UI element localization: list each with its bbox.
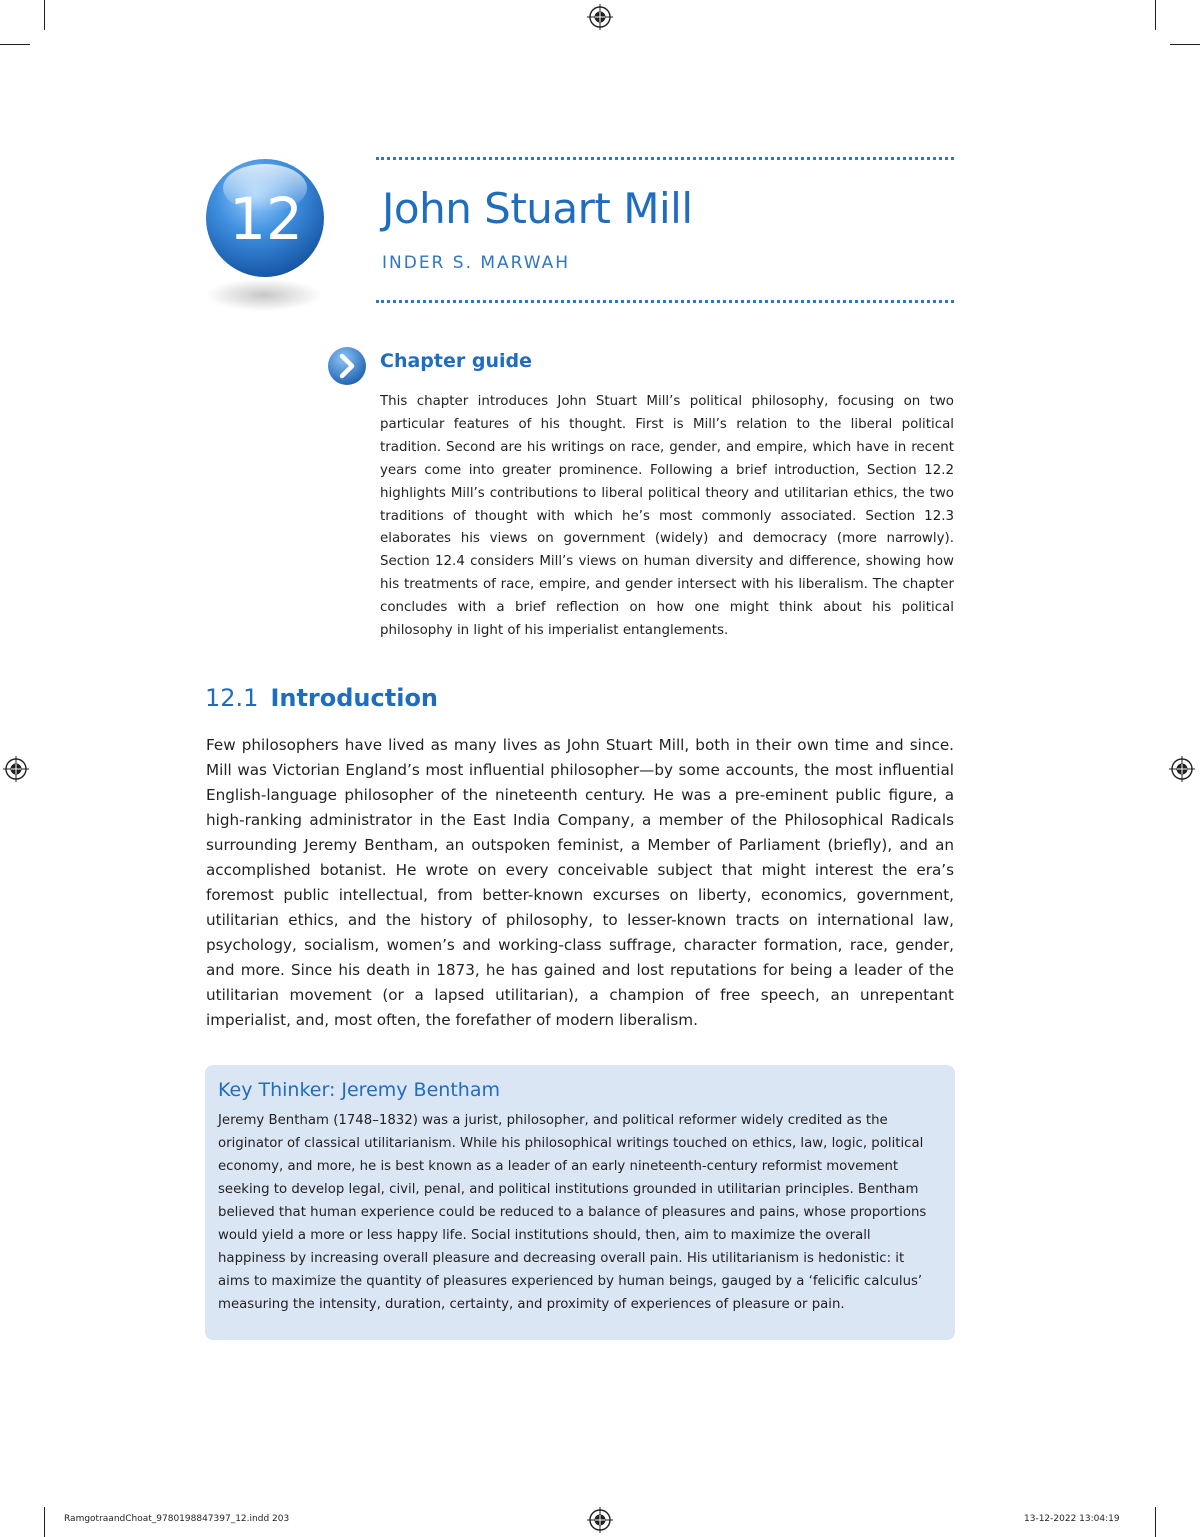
registration-mark-icon: [1169, 756, 1195, 782]
section-title: Introduction: [270, 684, 439, 712]
key-thinker-text: Jeremy Bentham (1748–1832) was a jurist, philosopher, and political reformer widely credited as the originator of classical utilitarianism. While his philosophical writings touched on ethics, law, logic, political economy, and more, he is best known as a leader of an early nineteenth-century reformist movement seeking to develop legal, civil, penal, and political institutions grounded in utilitarian principles. Bentham believed that human experience could be reduced to a balance of pleasures and pains, whose proportions would yield a more or less happy life. Social institutions should, then, aim to maximize the overall happiness by increasing overall pleasure and decreasing overall pain. His utilitarianism is hedonistic: it aims to maximize the quantity of pleasures experienced by human beings, gauged by a ‘felicific calculus’ measuring the intensity, duration, certainty, and proximity of experiences of pleasure or pain.: [218, 1113, 927, 1312]
section-heading: [205, 684, 438, 712]
registration-mark-icon: [587, 1507, 613, 1533]
crop-mark: [44, 0, 45, 30]
section-number: 12.1: [205, 684, 259, 712]
crop-mark: [44, 1507, 45, 1537]
chapter-author: INDER S. MARWAH: [382, 253, 571, 273]
body-paragraph: Few philosophers have lived as many lives as John Stuart Mill, both in their own time and since. Mill was Victorian England’s most influential philosopher—by some accounts, the most influential English-language philosopher of the nineteenth century. He was a pre-eminent public figure, a high-ranking administrator in the East India Company, a member of the Philosophical Radicals surrounding Jeremy Bentham, an outspoken feminist, a Member of Parliament (briefly), and an accomplished botanist. He wrote on every conceivable subject that might interest the era’s foremost public intellectual, from better-known excurses on liberty, economics, government, utilitarian ethics, and the history of philosophy, to lesser-known tracts on international law, psychology, socialism, women’s and working-class suffrage, character formation, race, gender, and more. Since his death in 1873, he has gained and lost reputations for being a leader of the utilitarian movement (or a lapsed utilitarian), a champion of free speech, an unrepentant imperialist, and, most often, the forefather of modern liberalism.: [206, 736, 954, 1029]
chapter-title: John Stuart Mill: [382, 184, 693, 233]
crop-mark: [1155, 1507, 1156, 1537]
chapter-number-badge: [204, 158, 328, 318]
chapter-guide-text: This chapter introduces John Stuart Mill’s political philosophy, focusing on two particular features of his thought. First is Mill’s relation to the liberal political tradition. Second are his writings on race, gender, and empire, which have in recent years come into greater prominence. Following a brief introduction, Section 12.2 highlights Mill’s contributions to liberal political theory and utilitarian ethics, the two traditions of thought with which he’s most commonly associated. Section 12.3 elaborates his views on government (widely) and democracy (more narrowly). Section 12.4 considers Mill’s views on human diversity and difference, showing how his treatments of race, empire, and gender intersect with his liberalism. The chapter concludes with a brief reflection on how one might think about his political philosophy in light of his imperialist entanglements.: [380, 394, 954, 639]
crop-mark: [1170, 44, 1200, 45]
key-thinker-box: [205, 1065, 955, 1340]
crop-mark: [0, 44, 30, 45]
dotted-rule-top: [376, 157, 954, 160]
chapter-guide-heading: Chapter guide: [380, 350, 532, 372]
dotted-rule-bottom: [376, 300, 954, 303]
print-slug-timestamp: 13-12-2022 13:04:19: [1024, 1514, 1120, 1524]
chevron-right-circle-icon: [327, 346, 367, 386]
print-slug-filename: RamgotraandChoat_9780198847397_12.indd 203: [64, 1514, 290, 1524]
key-thinker-heading: Key Thinker: Jeremy Bentham: [218, 1079, 500, 1101]
crop-mark: [1155, 0, 1156, 30]
chapter-number: 12: [229, 185, 303, 253]
registration-mark-icon: [3, 756, 29, 782]
registration-mark-icon: [587, 4, 613, 30]
